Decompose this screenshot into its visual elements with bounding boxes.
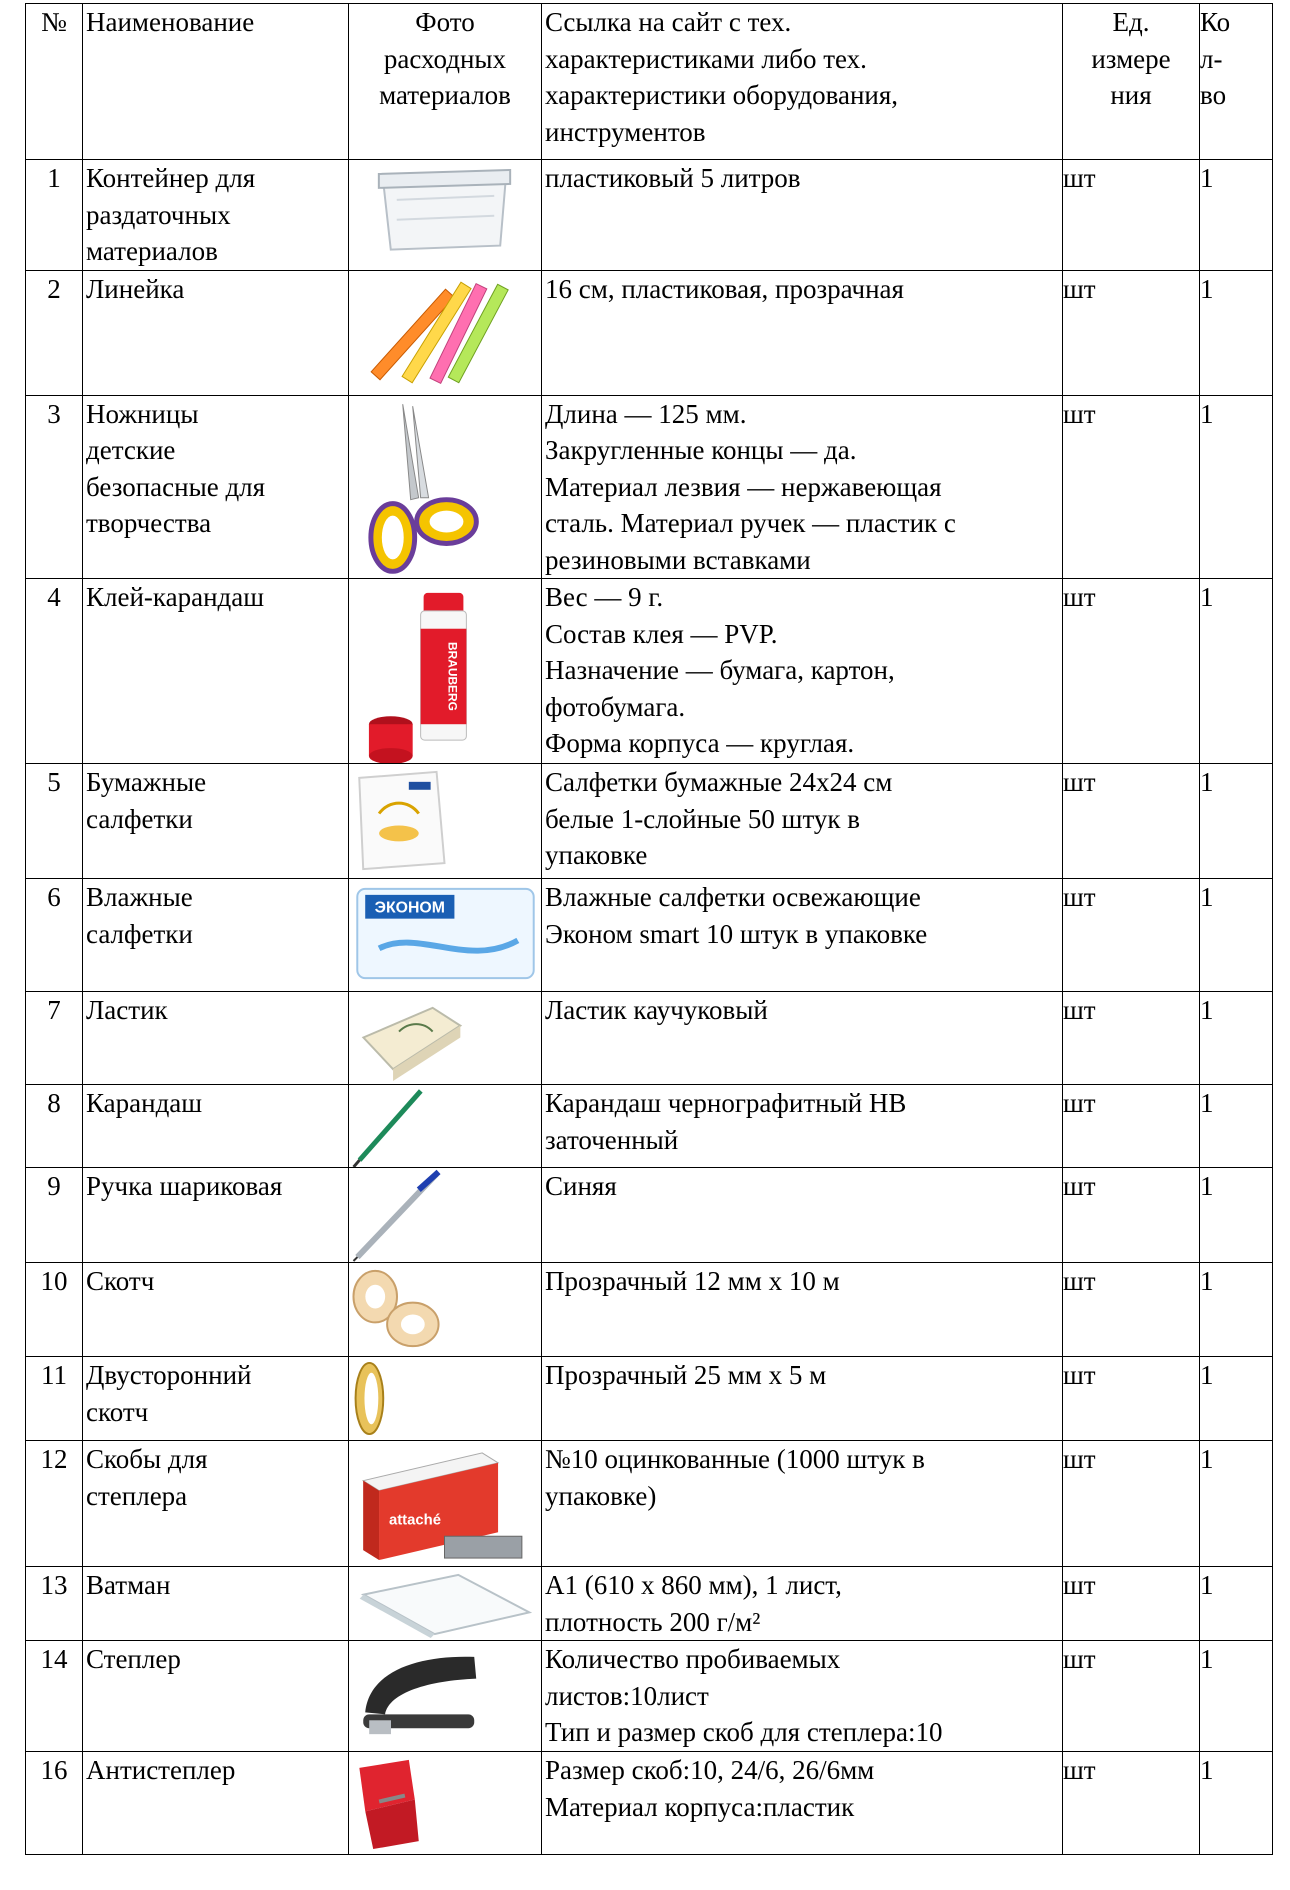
- row-photo: [349, 1357, 542, 1441]
- row-num: 14: [40, 1644, 68, 1674]
- row-photo: [349, 1567, 542, 1641]
- row-unit: шт: [1063, 1171, 1096, 1201]
- table-row: [26, 1263, 1273, 1357]
- row-num: 13: [40, 1570, 68, 1600]
- row-name: Скобы для степлера: [86, 1444, 208, 1511]
- row-unit: шт: [1063, 882, 1096, 912]
- row-unit: шт: [1063, 1644, 1096, 1674]
- row-qty: 1: [1200, 273, 1214, 304]
- row-photo: [349, 992, 542, 1085]
- row-qty: 1: [1200, 1360, 1214, 1390]
- row-unit: шт: [1063, 398, 1096, 429]
- row-qty: 1: [1200, 1644, 1214, 1674]
- row-num: 11: [41, 1360, 67, 1390]
- row-spec: пластиковый 5 литров: [545, 163, 801, 193]
- row-num: 12: [40, 1444, 68, 1474]
- row-unit: шт: [1063, 995, 1096, 1025]
- row-photo: [349, 1168, 542, 1263]
- paper-napkins-icon: [349, 764, 541, 878]
- row-name: Клей-карандаш: [86, 582, 265, 612]
- row-unit: шт: [1063, 1570, 1096, 1600]
- header-spec: Ссылка на сайт с тех. характеристиками либо тех. характеристики оборудования, инструментов: [542, 4, 1063, 160]
- eraser-icon: [349, 992, 541, 1084]
- row-name: Антистеплер: [86, 1755, 236, 1785]
- header-name: Наименование: [83, 4, 349, 160]
- row-qty: 1: [1200, 1755, 1214, 1785]
- stapler-icon: [349, 1641, 541, 1751]
- table-row: [26, 1357, 1273, 1441]
- row-unit: шт: [1063, 1266, 1096, 1296]
- row-unit: шт: [1063, 1444, 1096, 1474]
- table-row: [26, 160, 1273, 271]
- row-photo: [349, 1085, 542, 1168]
- table-row: [26, 395, 1273, 579]
- row-unit: шт: [1063, 1755, 1096, 1785]
- row-photo: [349, 160, 542, 271]
- row-name: Двусторонний скотч: [86, 1360, 252, 1427]
- wet-wipes-icon: [349, 879, 541, 991]
- row-unit: шт: [1063, 163, 1096, 193]
- row-spec: Прозрачный 25 мм х 5 м: [545, 1360, 827, 1390]
- rulers-icon: [349, 271, 541, 395]
- row-qty: 1: [1200, 163, 1214, 193]
- row-spec: Синяя: [545, 1171, 617, 1201]
- row-spec: Прозрачный 12 мм х 10 м: [545, 1266, 840, 1296]
- table-row: [26, 1441, 1273, 1567]
- table-row: [26, 1168, 1273, 1263]
- row-qty: 1: [1200, 582, 1214, 612]
- row-spec: Салфетки бумажные 24х24 см белые 1-слойные 50 штук в упаковке: [545, 767, 893, 870]
- row-name: Ластик: [86, 995, 168, 1025]
- row-spec: Длина — 125 мм. Закругленные концы — да. Материал лезвия — нержавеющая сталь. Материал ручек — пластик с резиновыми вставками: [545, 398, 956, 575]
- row-photo: [349, 579, 542, 764]
- row-num: 9: [47, 1171, 61, 1201]
- row-qty: 1: [1200, 1444, 1214, 1474]
- plastic-container-icon: [349, 160, 541, 270]
- materials-table: [25, 3, 1273, 1855]
- pencil-icon: [349, 1085, 541, 1167]
- row-photo: [349, 1752, 542, 1855]
- row-name: Ватман: [86, 1570, 171, 1600]
- row-name: Линейка: [86, 273, 185, 304]
- row-spec: Карандаш чернографитный НВ заточенный: [545, 1088, 907, 1155]
- row-qty: 1: [1200, 767, 1214, 797]
- row-num: 2: [47, 273, 61, 304]
- staple-remover-icon: [349, 1752, 541, 1854]
- row-photo: [349, 1263, 542, 1357]
- staples-brand-text: attaché: [388, 1512, 442, 1529]
- row-qty: 1: [1200, 1266, 1214, 1296]
- staples-box-icon: [349, 1441, 541, 1566]
- header-num: №: [26, 4, 83, 160]
- row-name: Скотч: [86, 1266, 155, 1296]
- row-photo: [349, 764, 542, 879]
- row-qty: 1: [1200, 882, 1214, 912]
- table-row: [26, 270, 1273, 395]
- row-num: 10: [40, 1266, 68, 1296]
- ballpoint-pen-icon: [349, 1168, 541, 1262]
- row-name: Карандаш: [86, 1088, 203, 1118]
- row-unit: шт: [1063, 582, 1096, 612]
- row-name: Бумажные салфетки: [86, 767, 207, 834]
- glue-brand-text: BRAUBERG: [445, 642, 460, 711]
- row-num: 5: [47, 767, 61, 797]
- tape-rolls-icon: [349, 1263, 541, 1356]
- row-qty: 1: [1200, 995, 1214, 1025]
- table-row: [26, 879, 1273, 992]
- row-qty: 1: [1200, 1171, 1214, 1201]
- row-spec: Ластик каучуковый: [545, 995, 768, 1025]
- header-row: [26, 4, 1273, 160]
- row-qty: 1: [1200, 1570, 1214, 1600]
- table-row: [26, 1567, 1273, 1641]
- scissors-icon: [349, 396, 541, 579]
- row-name: Ножницы детские безопасные для творчества: [86, 398, 266, 538]
- row-num: 16: [40, 1755, 68, 1785]
- row-qty: 1: [1200, 398, 1214, 429]
- row-num: 4: [47, 582, 61, 612]
- row-num: 7: [47, 995, 61, 1025]
- row-photo: [349, 270, 542, 395]
- row-unit: шт: [1063, 767, 1096, 797]
- row-name: Влажные салфетки: [86, 882, 193, 949]
- row-unit: шт: [1063, 273, 1096, 304]
- wipes-brand-text: ЭКОНОМ: [374, 899, 445, 917]
- row-spec: №10 оцинкованные (1000 штук в упаковке): [545, 1444, 925, 1511]
- row-name: Контейнер для раздаточных материалов: [86, 163, 256, 266]
- table-row: [26, 992, 1273, 1085]
- row-spec: А1 (610 х 860 мм), 1 лист, плотность 200 г/м²: [545, 1570, 842, 1637]
- row-photo: [349, 879, 542, 992]
- double-sided-tape-icon: [349, 1357, 541, 1440]
- row-spec: Количество пробиваемых листов:10лист Тип и размер скоб для степлера:10: [545, 1644, 943, 1747]
- row-photo: [349, 1441, 542, 1567]
- whatman-paper-icon: [349, 1567, 541, 1640]
- table-row: [26, 579, 1273, 764]
- row-num: 6: [47, 882, 61, 912]
- row-name: Ручка шариковая: [86, 1171, 283, 1201]
- header-unit: Ед. измере ния: [1063, 4, 1200, 160]
- glue-stick-icon: [349, 579, 541, 763]
- row-spec: Влажные салфетки освежающие Эконом smart 10 штук в упаковке: [545, 882, 928, 949]
- row-num: 8: [47, 1088, 61, 1118]
- table-row: [26, 1641, 1273, 1752]
- header-photo: Фото расходных материалов: [349, 4, 542, 160]
- row-qty: 1: [1200, 1088, 1214, 1118]
- row-spec: 16 см, пластиковая, прозрачная: [545, 273, 904, 304]
- table-row: [26, 764, 1273, 879]
- row-num: 3: [47, 398, 61, 429]
- table-row: [26, 1752, 1273, 1855]
- header-qty: Ко л- во: [1200, 4, 1273, 160]
- row-photo: [349, 395, 542, 579]
- row-spec: Вес — 9 г. Состав клея — PVP. Назначение — бумага, картон, фотобумага. Форма корпуса — круглая.: [545, 582, 895, 758]
- row-unit: шт: [1063, 1088, 1096, 1118]
- row-photo: [349, 1641, 542, 1752]
- row-num: 1: [47, 163, 61, 193]
- row-spec: Размер скоб:10, 24/6, 26/6мм Материал корпуса:пластик: [545, 1755, 875, 1822]
- row-name: Степлер: [86, 1644, 181, 1674]
- row-unit: шт: [1063, 1360, 1096, 1390]
- table-row: [26, 1085, 1273, 1168]
